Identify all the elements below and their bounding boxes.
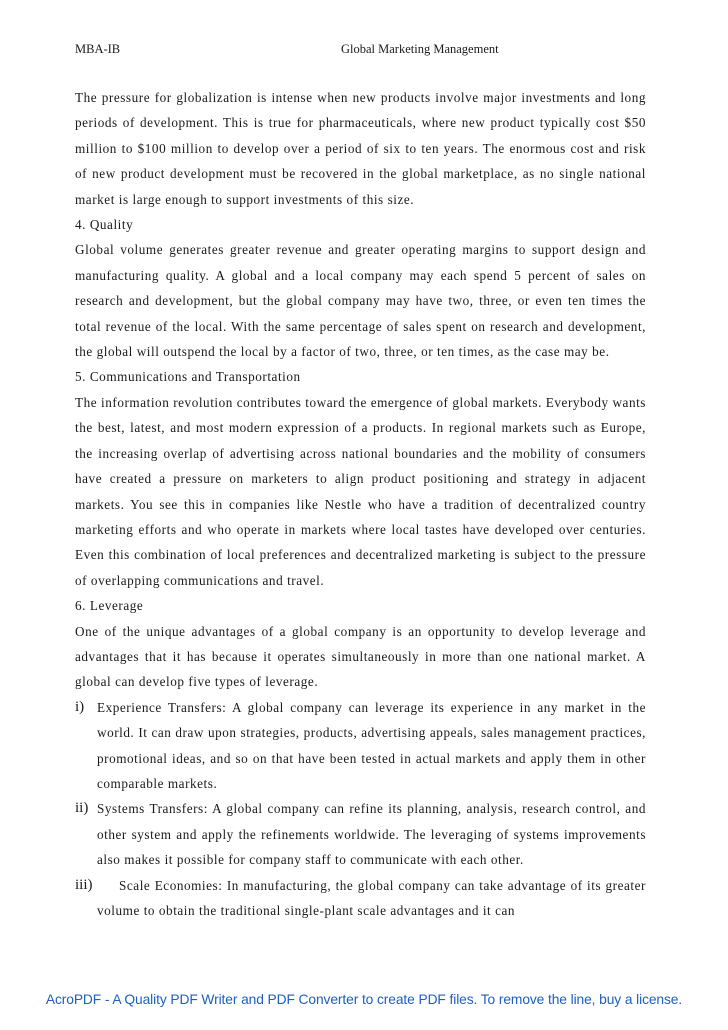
list-item-text: Experience Transfers: A global company can leverage its experience in any market in the world. It can draw upon strategies, products, advertising appeals, sales management practices, promotional ideas, and so on that have been tested in actual markets and apply them in other comparable markets.	[97, 699, 646, 791]
list-marker: iii)	[75, 876, 93, 893]
paragraph-leverage: One of the unique advantages of a global company is an opportunity to develop leverage and advantages that it has because it operates simultaneously in more than one national market. A global can develop five types of leverage.	[75, 623, 646, 690]
list-item-text: Scale Economies: In manufacturing, the global company can take advantage of its greater volume to obtain the traditional single-plant scale advantages and it can	[97, 877, 646, 918]
list-marker: i)	[75, 698, 85, 715]
document-body	[75, 85, 646, 923]
list-item-experience-transfers	[75, 695, 646, 797]
page-header	[75, 42, 646, 62]
paragraph-quality: Global volume generates greater revenue and greater operating margins to support design and manufacturing quality. A global and a local company may each spend 5 percent of sales on research and development, but the global company may have two, three, or even ten times the total revenue of the local. With the same percentage of sales spent on research and development, the global will outspend the local by a factor of two, three, or ten times, as the case may be.	[75, 242, 646, 360]
section-heading-communications: 5. Communications and Transportation	[75, 369, 301, 385]
list-item-text: Systems Transfers: A global company can refine its planning, analysis, research control, and other system and apply the refinements worldwide. The leveraging of systems improvements also makes it possible for company staff to communicate with each other.	[97, 801, 646, 868]
acropdf-watermark-link[interactable]: AcroPDF - A Quality PDF Writer and PDF Converter to create PDF files. To remove the line, buy a license.	[0, 990, 728, 1010]
paragraph-communications: The information revolution contributes toward the emergence of global markets. Everybody wants the best, latest, and most modern expression of a products. In regional markets such as Europe, the increasing overlap of advertising across national boundaries and the mobility of consumers have created a pressure on marketers to align product positioning and strategy in adjacent markets. You see this in companies like Nestle who have a tradition of decentralized country marketing efforts and who operate in markets where local tastes have developed over centuries. Even this combination of local preferences and decentralized marketing is subject to the pressure of overlapping communications and travel.	[75, 394, 646, 588]
paragraph-globalization-pressure: The pressure for globalization is intense when new products involve major investments and long periods of development. This is true for pharmaceuticals, where new product typically cost $50 million to $100 million to develop over a period of six to ten years. The enormous cost and risk of new product development must be recovered in the global marketplace, as no single national market is large enough to support investments of this size.	[75, 90, 646, 207]
header-course: MBA-IB	[75, 42, 121, 56]
section-heading-quality: 4. Quality	[75, 217, 134, 233]
list-item-scale-economies	[75, 873, 646, 924]
header-title: Global Marketing Management	[341, 42, 499, 56]
section-heading-leverage: 6. Leverage	[75, 598, 144, 614]
list-marker: ii)	[75, 800, 89, 817]
list-item-systems-transfers	[75, 796, 646, 872]
